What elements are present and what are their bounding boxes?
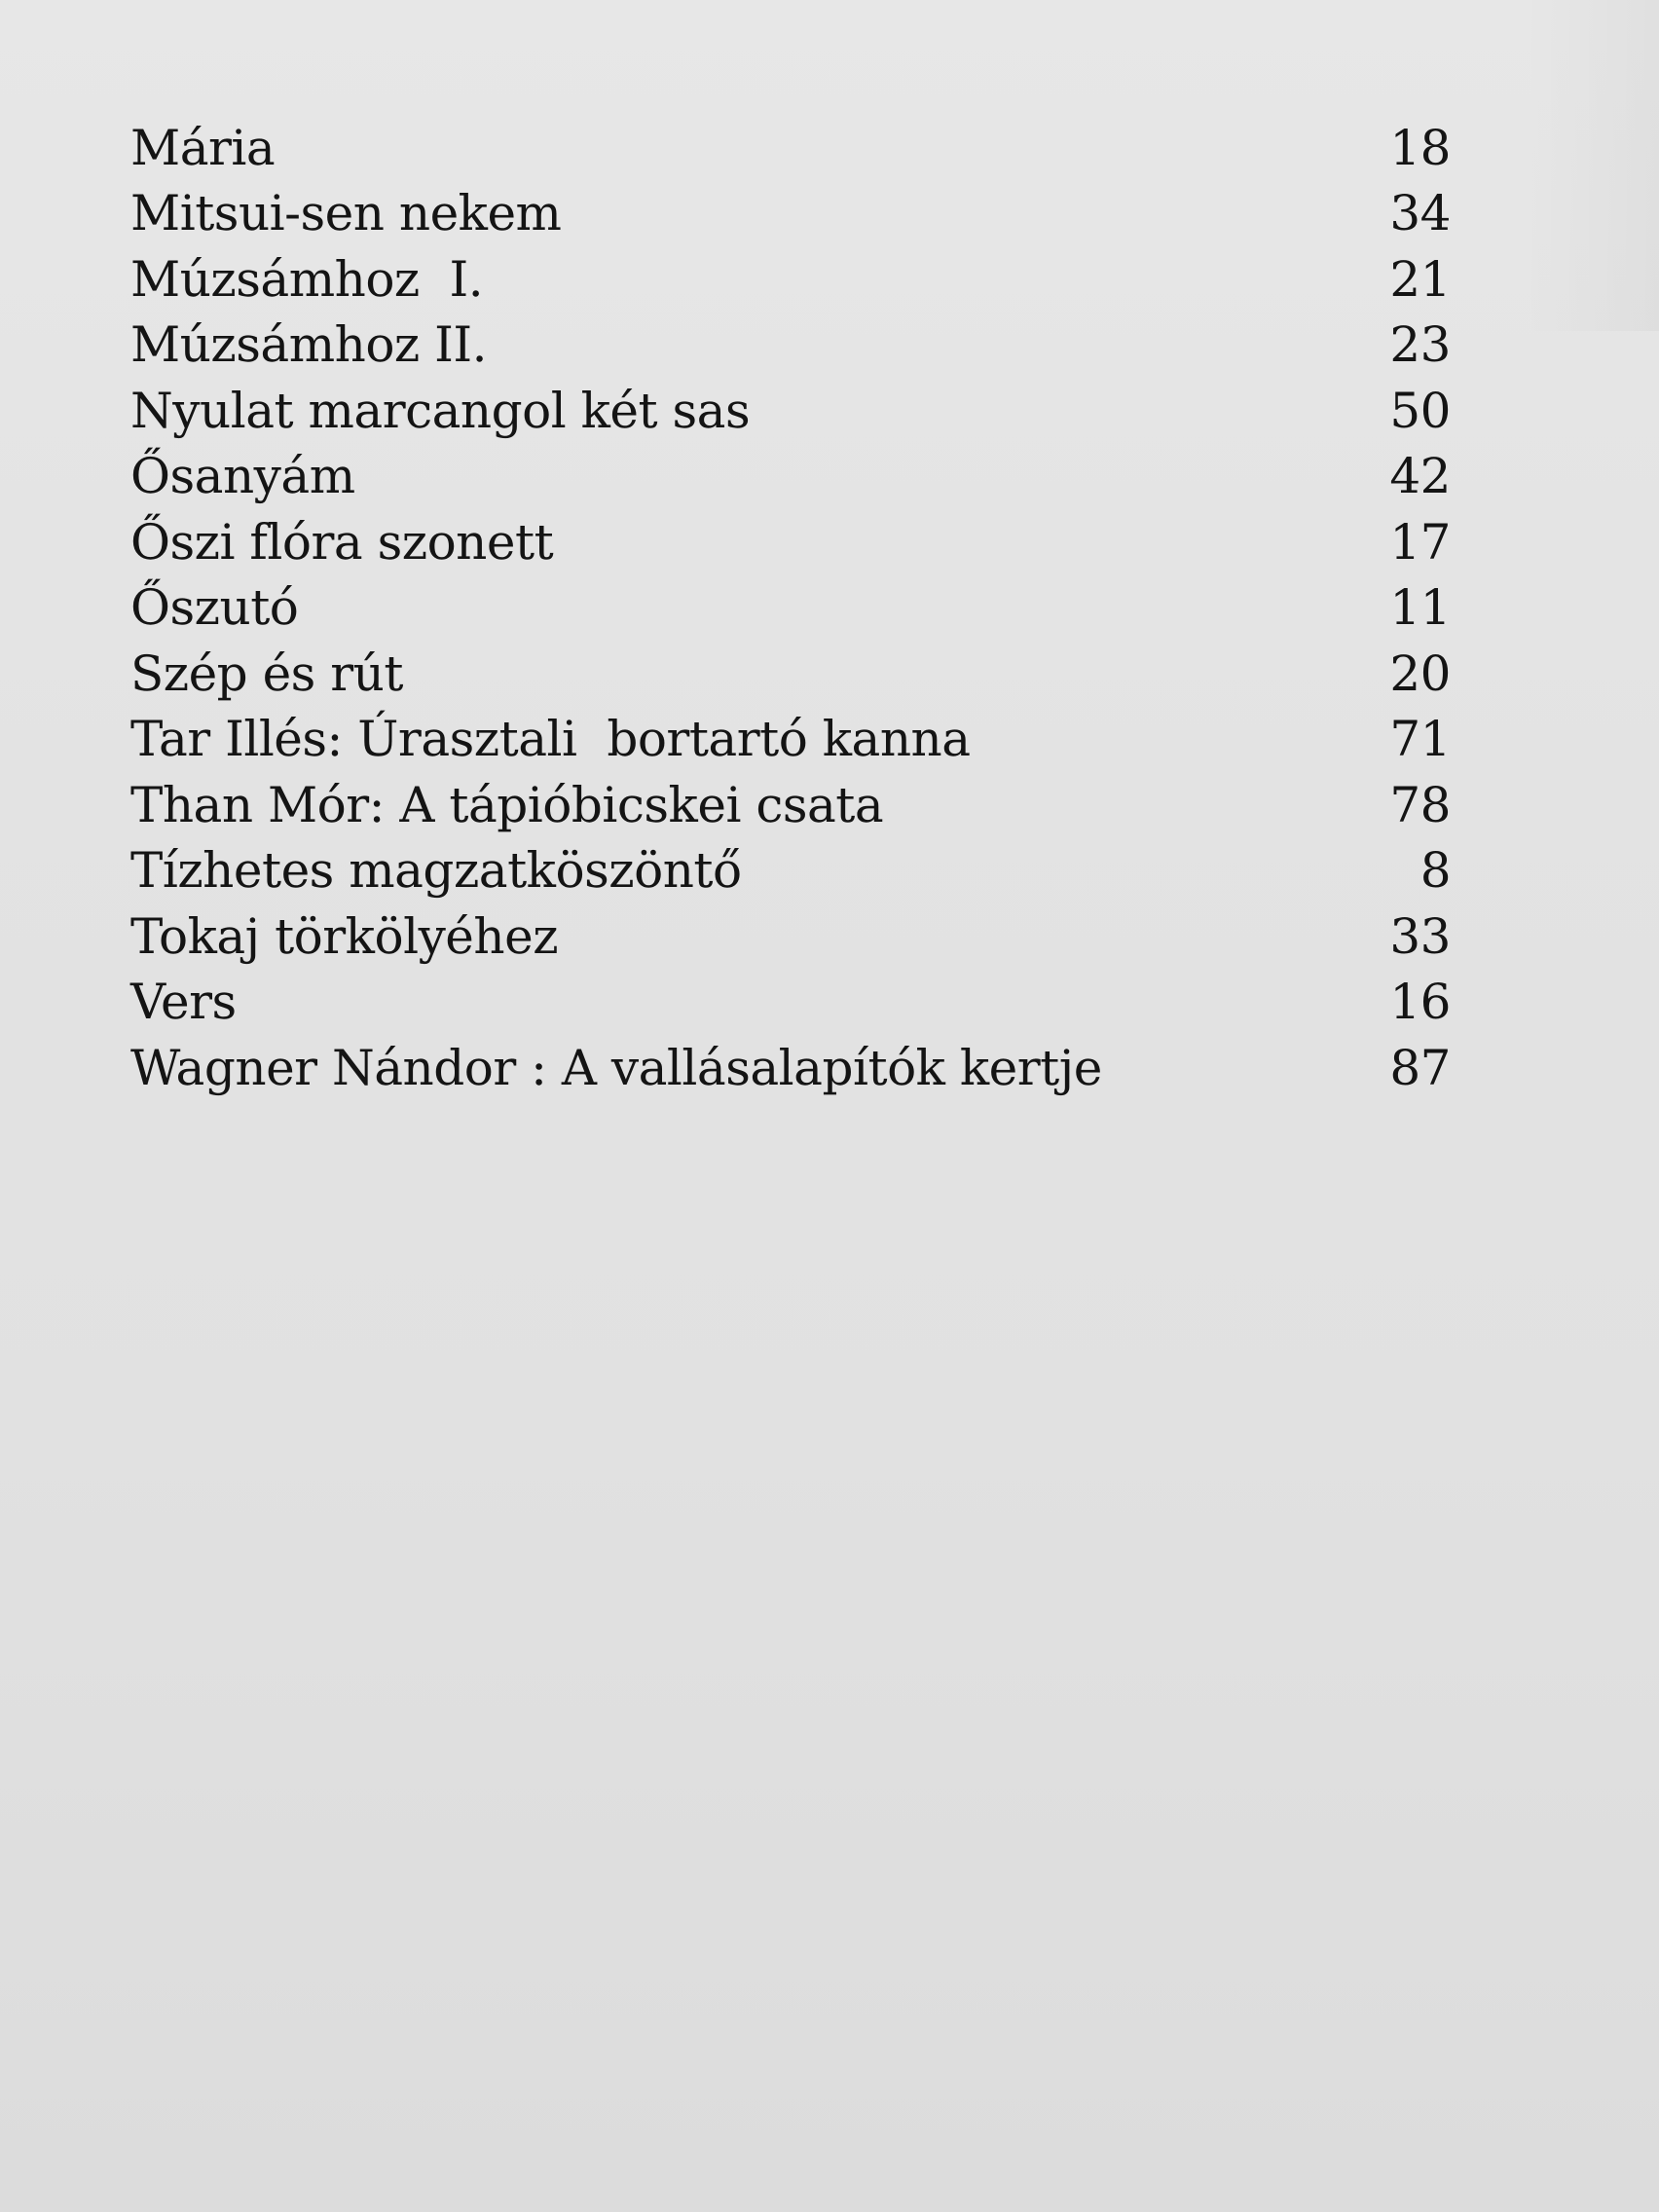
toc-entry-page: 71 (1389, 711, 1451, 768)
toc-entry (130, 246, 1451, 313)
toc-entry (130, 575, 1451, 642)
toc-entry (130, 509, 1451, 575)
toc-entry-page: 18 (1389, 119, 1451, 176)
toc-entry-title: Vers (130, 974, 237, 1031)
toc-entry (130, 641, 1451, 707)
toc-entry-page: 21 (1389, 250, 1451, 308)
toc-entry-title: Than Mór: A tápióbicskei csata (130, 776, 884, 833)
toc-entry-page: 42 (1389, 448, 1451, 505)
toc-entry (130, 838, 1451, 904)
toc-entry-page: 34 (1389, 185, 1451, 242)
toc-entry (130, 115, 1451, 181)
toc-entry-page: 8 (1419, 842, 1451, 900)
toc-entry (130, 970, 1451, 1036)
toc-entry (130, 707, 1451, 773)
toc-entry-title: Szép és rút (130, 645, 403, 702)
toc-entry (130, 772, 1451, 838)
toc-entry-page: 11 (1389, 579, 1451, 637)
page-edge-shadow (1523, 0, 1659, 331)
toc-entry-page: 23 (1389, 316, 1451, 374)
toc-entry-title: Őszi flóra szonett (130, 513, 554, 571)
toc-entry-title: Múzsámhoz I. (130, 250, 484, 308)
toc-entry (130, 444, 1451, 510)
toc-entry (130, 903, 1451, 970)
toc-entry-page: 20 (1389, 645, 1451, 702)
toc-entry-title: Ősanyám (130, 448, 355, 505)
toc-entry (130, 313, 1451, 379)
toc-entry (130, 378, 1451, 444)
toc-entry (130, 1035, 1451, 1101)
toc-entry-title: Tar Illés: Úrasztali bortartó kanna (130, 711, 971, 768)
toc-entry-title: Wagner Nándor : A vallásalapítók kertje (130, 1039, 1102, 1096)
toc-entry-page: 50 (1389, 382, 1451, 439)
table-of-contents (130, 115, 1451, 1101)
toc-entry-title: Tokaj törkölyéhez (130, 907, 559, 965)
toc-entry-page: 17 (1389, 513, 1451, 571)
toc-entry-title: Tízhetes magzatköszöntő (130, 842, 742, 900)
toc-entry-page: 33 (1389, 907, 1451, 965)
toc-entry-title: Őszutó (130, 579, 299, 637)
toc-entry (130, 181, 1451, 247)
toc-entry-page: 78 (1389, 776, 1451, 833)
toc-entry-title: Nyulat marcangol két sas (130, 382, 751, 439)
toc-entry-title: Múzsámhoz II. (130, 316, 488, 374)
toc-entry-title: Mitsui-sen nekem (130, 185, 562, 242)
toc-entry-page: 16 (1389, 974, 1451, 1031)
toc-entry-page: 87 (1389, 1039, 1451, 1096)
toc-entry-title: Mária (130, 119, 276, 176)
